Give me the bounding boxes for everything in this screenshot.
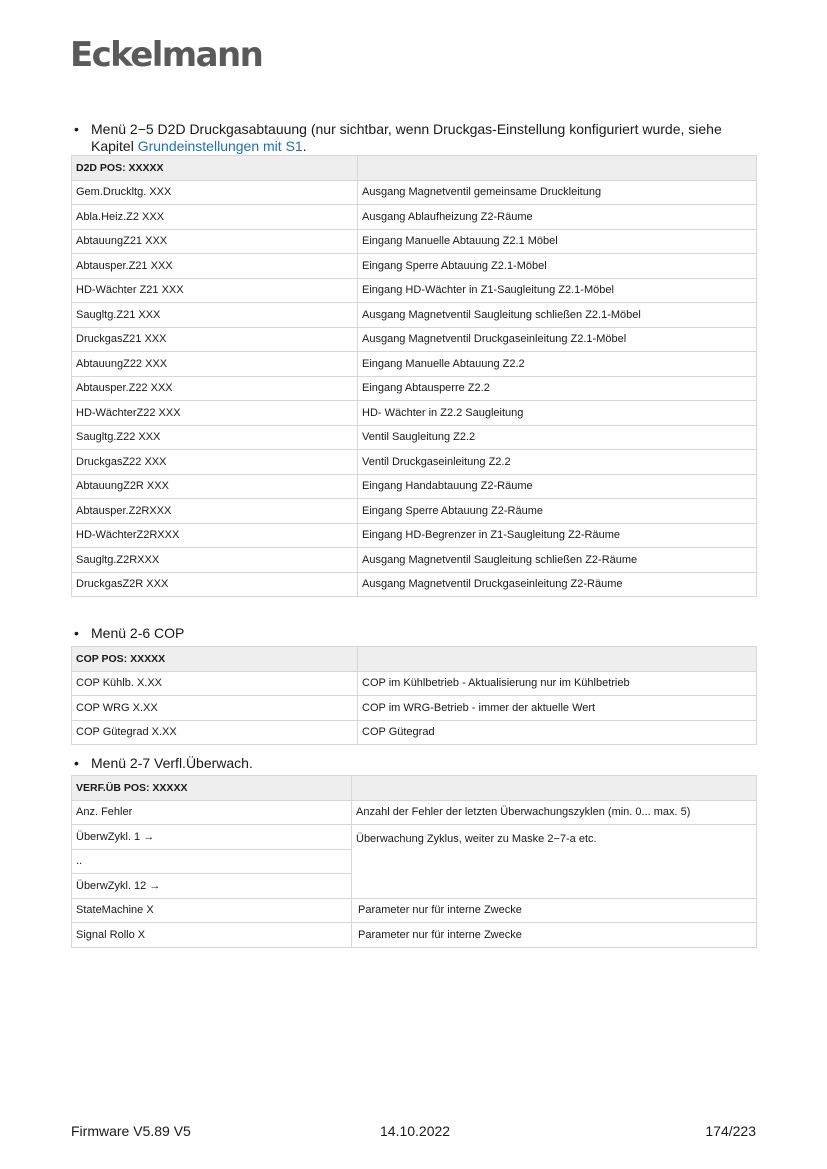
table-header-cell: D2D POS: XXXXX [72, 156, 358, 181]
param-cell: AbtauungZ2R XXX [72, 474, 358, 499]
table-row [72, 425, 757, 450]
company-logo: Eckelmann [70, 35, 263, 75]
table-row [72, 923, 757, 948]
param-cell: COP WRG X.XX [72, 696, 358, 721]
footer-date: 14.10.2022 [380, 1123, 451, 1139]
table-row [72, 352, 757, 377]
param-cell: AbtauungZ21 XXX [72, 229, 358, 254]
bullet-marker: • [74, 625, 79, 641]
menu-2-5-intro: Menü 2−5 D2D Druckgasabtauung (nur sichtbar, wenn Druckgas-Einstellung konfiguriert wurde, siehe Kapitel [91, 121, 722, 154]
table-row [72, 205, 757, 230]
description-cell: Eingang Manuelle Abtauung Z2.1 Möbel [358, 229, 757, 254]
table-row [72, 825, 757, 850]
table-row [72, 254, 757, 279]
footer-firmware: Firmware V5.89 V5 [71, 1123, 191, 1139]
d2d-table [71, 155, 757, 597]
param-cell: DruckgasZ2R XXX [72, 572, 358, 597]
param-cell: Abtausper.Z21 XXX [72, 254, 358, 279]
table-row [72, 696, 757, 721]
param-cell: Saugltg.Z2RXXX [72, 548, 358, 573]
param-cell: ÜberwZykl. 12 → [72, 874, 352, 899]
menu-2-5-text [74, 121, 734, 155]
param-cell: StateMachine X [72, 898, 352, 923]
table-row [72, 572, 757, 597]
description-cell: Anzahl der Fehler der letzten Überwachungszyklen (min. 0... max. 5) [352, 800, 757, 825]
table-row [72, 671, 757, 696]
param-cell: Abtausper.Z2RXXX [72, 499, 358, 524]
table-header-row [72, 156, 757, 181]
description-cell: Eingang Sperre Abtauung Z2.1-Möbel [358, 254, 757, 279]
param-cell: AbtauungZ22 XXX [72, 352, 358, 377]
table-row [72, 376, 757, 401]
description-cell: Ventil Saugleitung Z2.2 [358, 425, 757, 450]
description-cell: Eingang HD-Wächter in Z1-Saugleitung Z2.1-Möbel [358, 278, 757, 303]
description-cell: HD- Wächter in Z2.2 Saugleitung [358, 401, 757, 426]
description-cell: COP im WRG-Betrieb - immer der aktuelle Wert [358, 696, 757, 721]
param-cell: Signal Rollo X [72, 923, 352, 948]
description-cell: Ausgang Ablaufheizung Z2-Räume [358, 205, 757, 230]
table-row [72, 474, 757, 499]
description-cell: Ausgang Magnetventil Saugleitung schließen Z2.1-Möbel [358, 303, 757, 328]
description-cell: Überwachung Zyklus, weiter zu Maske 2−7-a etc. [352, 825, 757, 899]
param-cell: .. [72, 849, 352, 874]
param-cell: ÜberwZykl. 1 → [72, 825, 352, 850]
description-cell: Ventil Druckgaseinleitung Z2.2 [358, 450, 757, 475]
menu-2-7-text: Menü 2-7 Verfl.Überwach. [91, 755, 253, 771]
table-header-row [72, 776, 757, 801]
param-cell: DruckgasZ21 XXX [72, 327, 358, 352]
description-cell: Ausgang Magnetventil Druckgaseinleitung Z2-Räume [358, 572, 757, 597]
param-cell: HD-Wächter Z21 XXX [72, 278, 358, 303]
param-cell: Abla.Heiz.Z2 XXX [72, 205, 358, 230]
table-header-cell: VERF.ÜB POS: XXXXX [72, 776, 352, 801]
table-header-cell: COP POS: XXXXX [72, 647, 358, 672]
table-header-row [72, 647, 757, 672]
param-cell: COP Kühlb. X.XX [72, 671, 358, 696]
description-cell: Ausgang Magnetventil gemeinsame Druckleitung [358, 180, 757, 205]
table-header-cell [358, 156, 757, 181]
param-cell: HD-WächterZ22 XXX [72, 401, 358, 426]
table-row [72, 523, 757, 548]
cop-table [71, 646, 757, 745]
grundeinstellungen-link[interactable]: Grundeinstellungen mit S1 [137, 138, 303, 154]
description-cell: Ausgang Magnetventil Saugleitung schließen Z2-Räume [358, 548, 757, 573]
menu-2-6-text: Menü 2-6 COP [91, 625, 185, 641]
description-cell: Eingang Handabtauung Z2-Räume [358, 474, 757, 499]
menu-2-5-bullet [74, 121, 734, 155]
table-row [72, 720, 757, 745]
table-header-cell [358, 647, 757, 672]
menu-2-6-bullet [74, 625, 184, 642]
description-cell: Eingang HD-Begrenzer in Z1-Saugleitung Z2-Räume [358, 523, 757, 548]
param-cell: Gem.Druckltg. XXX [72, 180, 358, 205]
table-row [72, 229, 757, 254]
param-cell: COP Gütegrad X.XX [72, 720, 358, 745]
menu-2-7-bullet [74, 755, 253, 772]
description-cell: Eingang Sperre Abtauung Z2-Räume [358, 499, 757, 524]
param-cell: HD-WächterZ2RXXX [72, 523, 358, 548]
description-cell: Eingang Abtausperre Z2.2 [358, 376, 757, 401]
table-row [72, 278, 757, 303]
description-cell: COP im Kühlbetrieb - Aktualisierung nur im Kühlbetrieb [358, 671, 757, 696]
description-cell: Parameter nur für interne Zwecke [352, 898, 757, 923]
param-cell: DruckgasZ22 XXX [72, 450, 358, 475]
table-row [72, 303, 757, 328]
table-row [72, 548, 757, 573]
param-cell: Anz. Fehler [72, 800, 352, 825]
table-row [72, 499, 757, 524]
table-row [72, 180, 757, 205]
description-cell: COP Gütegrad [358, 720, 757, 745]
table-header-cell [352, 776, 757, 801]
footer-page-number: 174/223 [705, 1123, 756, 1139]
param-cell: Abtausper.Z22 XXX [72, 376, 358, 401]
menu-2-5-trailing: . [302, 138, 307, 154]
param-cell: Saugltg.Z22 XXX [72, 425, 358, 450]
table-row [72, 401, 757, 426]
description-cell: Parameter nur für interne Zwecke [352, 923, 757, 948]
description-cell: Ausgang Magnetventil Druckgaseinleitung Z2.1-Möbel [358, 327, 757, 352]
table-row [72, 450, 757, 475]
bullet-marker: • [74, 755, 79, 771]
table-row [72, 800, 757, 825]
bullet-marker: • [74, 121, 79, 137]
description-cell: Eingang Manuelle Abtauung Z2.2 [358, 352, 757, 377]
table-row [72, 898, 757, 923]
verfl-table [71, 775, 757, 948]
param-cell: Saugltg.Z21 XXX [72, 303, 358, 328]
table-row [72, 327, 757, 352]
